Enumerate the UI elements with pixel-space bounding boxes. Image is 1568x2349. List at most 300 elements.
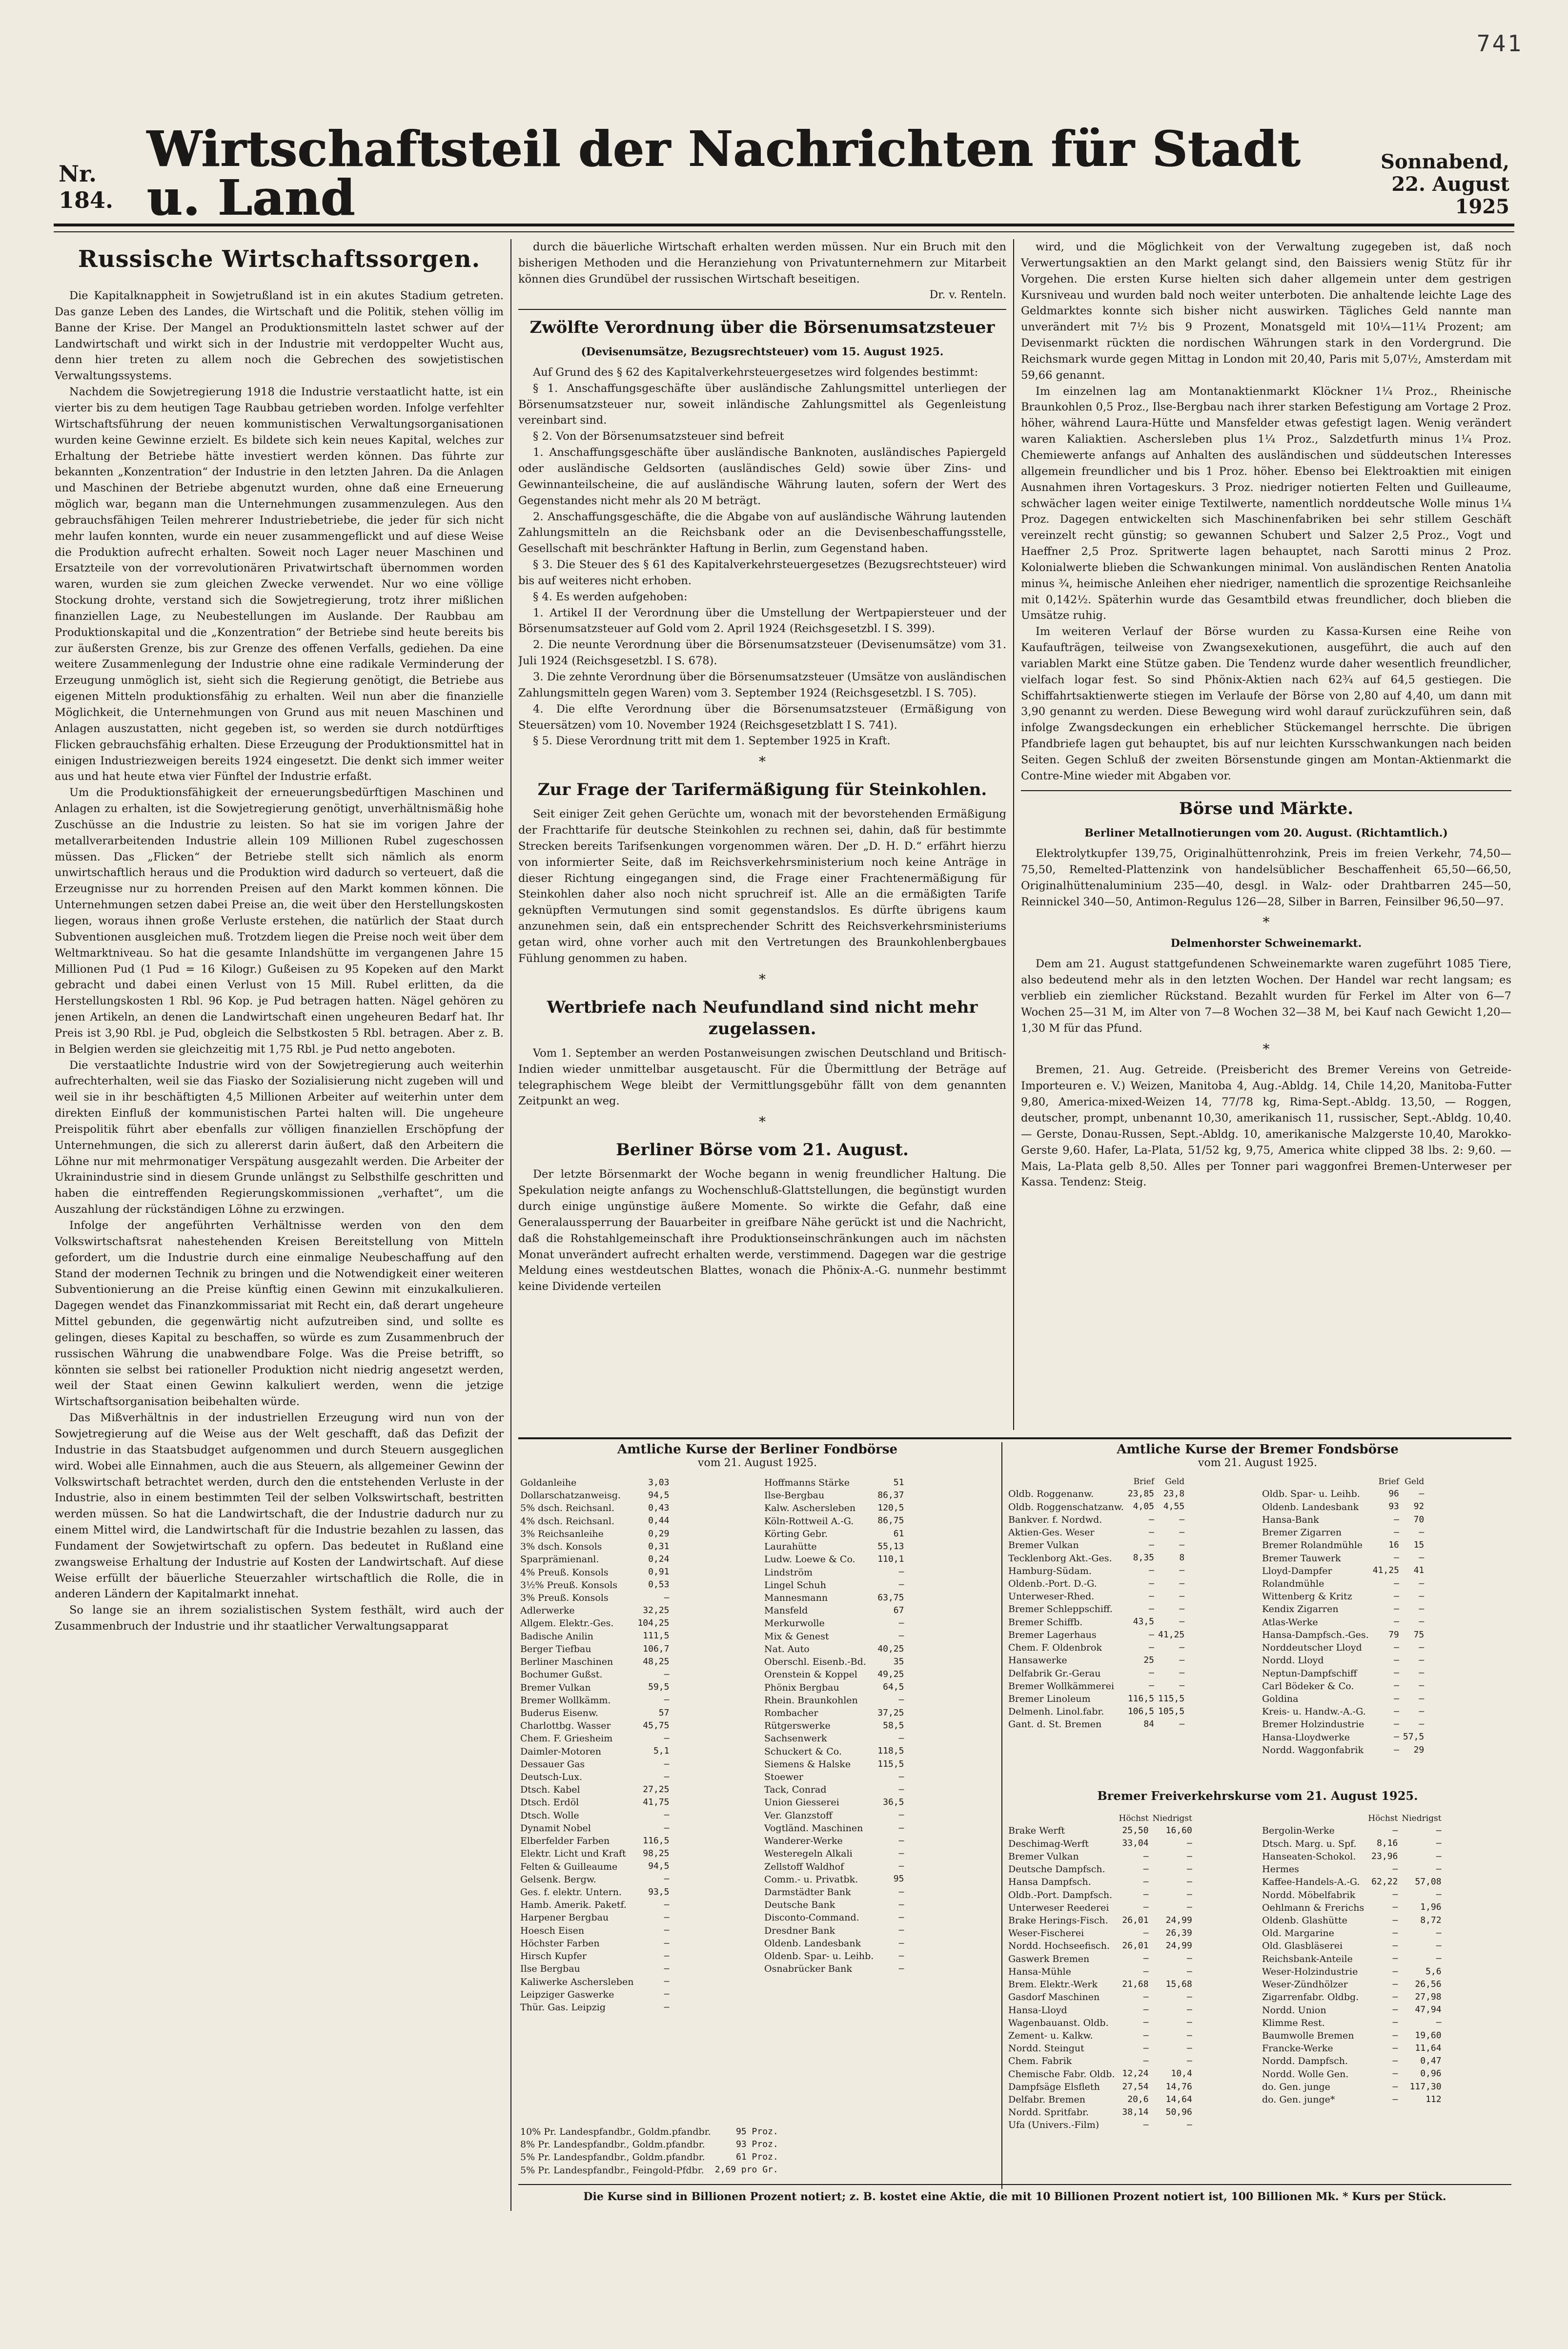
metal-notierungen-heading: Berliner Metallnotierungen vom 20. August. (Richtamtlich.) <box>1084 826 1448 839</box>
table-row <box>1006 1693 1186 1705</box>
price-value: — <box>1149 1514 1155 1525</box>
table-row <box>762 1528 906 1540</box>
security-name: Sachsenwerk <box>764 1733 827 1744</box>
column-1 <box>55 239 504 2211</box>
price-value: — <box>1143 1863 1149 1874</box>
security-name: Westeregeln Alkali <box>764 1848 853 1859</box>
table-row <box>762 1502 906 1514</box>
price-value: 15,68 <box>1165 1979 1192 1989</box>
price-value: — <box>1419 1719 1425 1730</box>
price-value: 93,5 <box>648 1886 670 1897</box>
price-value: — <box>1143 1927 1149 1938</box>
price-value: — <box>1394 1719 1399 1730</box>
price-value: — <box>1392 2030 1398 2041</box>
security-name: Delfabrik Gr.-Gerau <box>1008 1668 1101 1679</box>
security-name: Weser-Fischerei <box>1008 1928 1084 1939</box>
price-value: — <box>1394 1578 1399 1589</box>
price-value: — <box>1392 2094 1398 2104</box>
table-row <box>1260 1927 1444 1940</box>
price-value: — <box>1187 2043 1192 2053</box>
price-value: 94,5 <box>648 1490 670 1500</box>
price-value: — <box>1436 1940 1442 1951</box>
table-row <box>518 1950 671 1962</box>
price-value: 86,75 <box>877 1515 904 1526</box>
price-value: 36,5 <box>883 1797 904 1808</box>
price-value: — <box>1187 1902 1192 1913</box>
price-value: — <box>1394 1680 1399 1691</box>
table-row <box>1006 1577 1186 1590</box>
security-name: Höchster Farben <box>520 1938 600 1949</box>
table-row <box>1006 1838 1194 1850</box>
price-value: — <box>898 1848 904 1859</box>
table-row <box>518 1579 671 1592</box>
price-value: 118,5 <box>877 1746 904 1757</box>
masthead <box>59 120 1509 226</box>
price-value: — <box>1179 1578 1185 1589</box>
paragraph: durch die bäuerliche Wirtschaft erhalten werden müssen. Nur ein Bruch mit den bisherigen Methoden und die Heranziehung von Privatunternehmern zur Mitarbeit können dies Grundübel der russischen Wirtschaft beseitigen. <box>518 241 1006 286</box>
table-row <box>762 1719 906 1732</box>
issue-date-text: 22. August 1925 <box>1391 173 1509 218</box>
price-value: — <box>1394 1514 1399 1525</box>
security-name: Weser-Zündhölzer <box>1262 1979 1348 1990</box>
article-title-berliner-boerse: Berliner Börse vom 21. August. <box>616 1140 909 1160</box>
price-value: — <box>664 1669 670 1679</box>
security-name: Dresdner Bank <box>764 1925 835 1936</box>
security-name: Badische Anilin <box>520 1631 593 1642</box>
security-name: Oldenb. Glashütte <box>1262 1915 1347 1926</box>
paragraph: Elektrolytkupfer 139,75, Originalhüttenrohzink, Preis im freien Verkehr, 74,50—75,50, Remelted-Plattenzink von handelsüblicher Beschaffenheit 65,50—66,50, Originalhüttenaluminium 235—40, desgl. in Walz- oder Drahtbarren 245—50, Reinnickel 340—50, Antimon-Regulus 126—28, Silber in Barren, Feinsilber 96,50—97. <box>1021 847 1511 908</box>
price-value: — <box>1187 1838 1192 1849</box>
table-row <box>518 1719 671 1732</box>
table-row <box>1260 1914 1444 1927</box>
security-name: Brake Herings-Fisch. <box>1008 1915 1108 1926</box>
price-value: — <box>1392 1889 1398 1900</box>
price-value: — <box>1436 1838 1442 1849</box>
table-header-row <box>1006 1813 1194 1824</box>
price-value: — <box>1419 1642 1425 1653</box>
price-value: 94,5 <box>648 1861 670 1872</box>
price-value: 112 <box>1425 2094 1442 2104</box>
security-name: do. Gen. junge* <box>1262 2094 1335 2105</box>
security-name: 4% dsch. Reichsanl. <box>520 1515 614 1527</box>
security-name: Oldenb. Landesbank <box>1262 1501 1359 1512</box>
security-name: Goldina <box>1262 1693 1299 1704</box>
security-name: Bremer Vulkan <box>1008 1540 1079 1551</box>
price-value: 57,5 <box>1403 1732 1425 1742</box>
table-row <box>518 1886 671 1899</box>
price-value: — <box>1179 1668 1185 1678</box>
security-name: Hermes <box>1262 1864 1299 1875</box>
price-value: — <box>1187 2004 1192 2015</box>
price-value: — <box>1143 2043 1149 2053</box>
security-name: Ludw. Loewe & Co. <box>764 1554 855 1565</box>
price-value: — <box>664 1963 670 1974</box>
table-row <box>1006 2055 1194 2067</box>
price-value: — <box>1392 2043 1398 2053</box>
security-name: Nordd. Waggonfabrik <box>1262 1744 1364 1756</box>
price-value: 11,64 <box>1415 2043 1442 2053</box>
security-name: Bremer Schiffb. <box>1008 1616 1083 1628</box>
table-row <box>518 1771 671 1783</box>
price-value: — <box>1394 1655 1399 1665</box>
table-header-cell: Niedrigst <box>1402 1814 1442 1823</box>
security-name: Nordd. Lloyd <box>1262 1655 1324 1666</box>
table-row <box>1260 1680 1426 1693</box>
table-row <box>762 1540 906 1553</box>
security-name: Bremer Zigarren <box>1262 1527 1342 1538</box>
price-value: 0,43 <box>648 1503 670 1513</box>
security-name: Bremer Linoleum <box>1008 1693 1091 1704</box>
price-value: — <box>1436 1889 1442 1900</box>
table-row <box>1006 1654 1186 1667</box>
table-row <box>518 1860 671 1873</box>
price-value: 12,24 <box>1122 2068 1149 2079</box>
schweinemarkt-body <box>1021 956 1511 1036</box>
price-value: — <box>1394 1668 1399 1678</box>
table-row <box>1260 1731 1426 1744</box>
price-value: — <box>1419 1591 1425 1601</box>
security-name: Kendix Zigarren <box>1262 1604 1339 1615</box>
price-value: — <box>1143 1991 1149 2002</box>
price-value: 62,22 <box>1371 1877 1398 1887</box>
table-row <box>1260 2068 1444 2081</box>
paragraph: Vom 1. September an werden Postanweisungen zwischen Deutschland und Britisch-Indien wieder unmittelbar ausgetauscht. Für die Übermittlung der Beträge auf telegraphischem Wege bleibt der Vermittlungsgebühr fällt von dem genannten Zeitpunkt an weg. <box>518 1046 1006 1108</box>
price-value: 43,5 <box>1133 1616 1155 1627</box>
security-name: Baumwolle Bremen <box>1262 2030 1354 2041</box>
table-row <box>762 1745 906 1758</box>
table-row <box>518 1694 671 1707</box>
price-value: 8,16 <box>1376 1838 1398 1849</box>
table-header-cell: Brief <box>1133 1477 1155 1487</box>
table-row <box>1260 1978 1444 1991</box>
price-value: 27,54 <box>1122 2081 1149 2092</box>
table-row <box>1006 2017 1194 2029</box>
price-value: — <box>898 1631 904 1641</box>
separator-star: * <box>1263 914 1270 931</box>
issue-date <box>1353 151 1509 222</box>
price-value: — <box>1143 2017 1149 2028</box>
table-row <box>518 1566 671 1579</box>
price-value: — <box>1187 1851 1192 1861</box>
footnote-rule <box>518 2184 1511 2185</box>
price-value: — <box>664 1938 670 1948</box>
continued-text-boerse <box>1021 239 1511 784</box>
price-value: — <box>1392 1966 1398 1977</box>
price-value: — <box>898 1861 904 1872</box>
price-value: 70 <box>1413 1514 1425 1525</box>
price-value: — <box>664 1874 670 1884</box>
table-row <box>1260 1744 1426 1757</box>
security-name: Dollarschatzanweisg. <box>520 1490 621 1501</box>
price-value: — <box>1436 1863 1442 1874</box>
security-name: Stoewer <box>764 1772 803 1783</box>
price-value: — <box>1394 1693 1399 1704</box>
price-value: — <box>1179 1642 1185 1653</box>
security-name: Köln-Rottweil A.-G. <box>764 1515 854 1527</box>
table-row <box>1006 1901 1194 1914</box>
paragraph: Die Kapitalknappheit in Sowjetrußland ist in ein akutes Stadium getreten. Das ganze Leben des Landes, die Wirtschaft und die Politik, stehen völlig im Banne der Krise. Der Mangel an Produktionsmitteln lastet schwer auf der Landwirtschaft und wirkt sich in der Industrie mit verdoppelter Wucht aus, denn hier treten zu allem noch die Gebrechen des sowjetistischen Verwaltungssystems. <box>55 289 504 383</box>
price-value: — <box>664 1912 670 1923</box>
table-row <box>1260 1629 1426 1641</box>
table-row <box>518 1976 671 1988</box>
price-value: 16,60 <box>1165 1825 1192 1836</box>
table-header-cell: Brief <box>1378 1477 1399 1487</box>
berlin-table-left <box>518 1476 757 2014</box>
security-name: Nordd. Spritfabr. <box>1008 2107 1089 2118</box>
price-value: — <box>1187 2056 1192 2066</box>
price-value: — <box>1149 1604 1155 1614</box>
table-row <box>518 1502 671 1514</box>
price-value: 47,94 <box>1415 2004 1442 2015</box>
table-row <box>1006 2081 1194 2093</box>
security-name: Felten & Guilleaume <box>520 1861 618 1872</box>
price-value: — <box>664 1976 670 1987</box>
price-value: — <box>1392 2004 1398 2015</box>
table-header-row <box>1260 1476 1426 1488</box>
security-name: Nordd. Steingut <box>1008 2043 1084 2054</box>
price-value: — <box>664 1925 670 1936</box>
price-value: — <box>1419 1489 1425 1499</box>
price-value: — <box>664 1592 670 1603</box>
table-row <box>1260 1850 1444 1863</box>
price-value: 0,91 <box>648 1567 670 1577</box>
table-row <box>1260 1577 1426 1590</box>
security-name: Dtsch. Marg. u. Spf. <box>1262 1838 1357 1849</box>
price-value: — <box>898 1810 904 1820</box>
paragraph: Im weiteren Verlauf der Börse wurden zu Kassa-Kursen eine Reihe von Kaufaufträgen, teilweise von Zwangsexekutionen, ausgeführt, die auch auf den variablen Markt eine Stütze gaben. Die Tendenz wurde daher wesentlich freundlicher, vielfach logar fest. So sind Phönix-Aktien nach 62¾ auf 64,5 gestiegen. Die Schiffahrtsaktienwerte stiegen im Verlaufe der Börse von 2,80 auf 4,40, um dann mit 3,90 genannt zu werden. Diese Bewegung wird wohl darauf zurückzuführen sein, daß infolge Zwangsdeckungen ein erheblicher Stückemangel herrschte. Die übrigen Pfandbriefe lagen gut behauptet, bis auf nur leichten Kursschwankungen nach beiden Seiten. Gegen Schluß der zweiten Börsenstunde gingen am Montan-Aktienmarkt die Contre-Mine wieder mit Abgaben vor. <box>1021 625 1511 782</box>
security-name: Ver. Glanzstoff <box>764 1810 833 1821</box>
price-value: 115,5 <box>877 1758 904 1769</box>
author-signature: Dr. v. Renteln. <box>929 288 1006 301</box>
table-row <box>1260 2042 1444 2055</box>
price-value: 96 <box>1388 1489 1399 1499</box>
security-name: Merkurwolle <box>764 1618 825 1629</box>
price-value: — <box>664 1899 670 1910</box>
table-row <box>518 1540 671 1553</box>
price-value: — <box>1394 1552 1399 1563</box>
berlin-table-title: Amtliche Kurse der Berliner Fondbörse <box>617 1442 898 1457</box>
table-row <box>1260 1705 1426 1718</box>
paragraph: § 1. Anschaffungsgeschäfte über ausländische Zahlungsmittel unterliegen der Börsenumsatzsteuer nur, soweit inländische Zahlungsmittel als Gegenleistung vereinbart sind. <box>518 382 1006 427</box>
table-row <box>518 1707 671 1719</box>
price-value: — <box>1394 1527 1399 1537</box>
newspaper-title: Wirtschaftsteil der Nachrichten für Stadt u. Land <box>146 120 1301 226</box>
price-value: — <box>1419 1552 1425 1563</box>
table-row <box>762 1911 906 1924</box>
price-value: — <box>1143 1953 1149 1964</box>
separator-star: * <box>759 971 766 987</box>
security-name: Nordd. Union <box>1262 2004 1326 2016</box>
price-value: 117,30 <box>1409 2081 1442 2092</box>
price-value: — <box>1436 1851 1442 1861</box>
bremen-kurse-left <box>1006 1476 1186 1731</box>
table-row <box>762 1962 906 1975</box>
price-value: — <box>1392 1953 1398 1964</box>
table-row <box>762 1707 906 1719</box>
security-name: Bergolin-Werke <box>1262 1825 1335 1837</box>
security-name: Orenstein & Koppel <box>764 1669 857 1680</box>
table-row <box>518 2164 780 2177</box>
security-name: Harpener Bergbau <box>520 1912 609 1923</box>
price-value: 21,68 <box>1122 1979 1149 1989</box>
price-value: — <box>664 1822 670 1833</box>
paragraph: Dem am 21. August stattgefundenen Schweinemarkte waren zugeführt 1085 Tiere, also bedeutend mehr als in den letzten Wochen. Der Handel war recht langsam; es verblieb ein ziemlicher Rückstand. Bezahlt wurden für Ferkel im Alter von 6—7 Wochen 25—31 M, im Alter von 7—8 Wochen 32—38 M, bei Kauf nach Gewicht 1,20—1,30 M für das Pfund. <box>1021 958 1511 1035</box>
price-value: 2,69 pro Gr. <box>714 2165 778 2175</box>
security-name: Old. Glasbläserei <box>1262 1940 1343 1952</box>
price-value: 41,75 <box>643 1797 670 1808</box>
price-value: 111,5 <box>643 1631 670 1641</box>
price-value: — <box>1419 1668 1425 1678</box>
price-value: 106,5 <box>1127 1706 1155 1716</box>
table-row <box>1006 1876 1194 1888</box>
security-name: Nordd. Hochseefisch. <box>1008 1940 1110 1952</box>
table-row <box>1006 1680 1186 1693</box>
price-value: — <box>1179 1719 1185 1730</box>
table-row <box>1260 2081 1444 2093</box>
security-name: 3% dsch. Konsols <box>520 1541 602 1552</box>
price-value: — <box>1143 2120 1149 2130</box>
table-row <box>518 1515 671 1528</box>
table-row <box>518 1962 671 1975</box>
security-name: Bremer Rolandmühle <box>1262 1540 1363 1551</box>
security-name: 4% Preuß. Konsols <box>520 1567 609 1578</box>
paragraph: wird, und die Möglichkeit von der Verwaltung zugegeben ist, daß noch Verwertungsaktien an den Markt gelangt sind, den Baissiers wenig Stütz für ihr Vorgehen. Die ersten Kurse hielten sich daher allgemein unter dem gestrigen Kursniveau und wurden bald noch weiter unterboten. Die anhaltende leichte Lage des Geldmarktes konnte sich bisher nicht auswirken. Tägliches Geld nannte man unverändert mit 7½ bis 9 Prozent, Monatsgeld mit 10¼—11¼ Prozent; am Devisenmarkt rückten die nordischen Währungen stark in den Vordergrund. Die Reichsmark wurde gegen Mittag in London mit 20,40, Paris mit 5,07½, Amsterdam mit 59,66 genannt. <box>1021 241 1511 382</box>
price-value: — <box>1392 2068 1398 2079</box>
getreide-bericht-body <box>1021 1062 1511 1190</box>
security-name: Hansa-Mühle <box>1008 1966 1071 1977</box>
security-name: Hansa-Lloyd <box>1008 2004 1067 2016</box>
table-row <box>518 2125 780 2138</box>
column-rule-2 <box>1013 239 1014 1430</box>
price-value: 15 <box>1413 1540 1425 1551</box>
price-value: — <box>1419 1578 1425 1589</box>
price-value: 55,13 <box>877 1541 904 1552</box>
security-name: Elektr. Licht und Kraft <box>520 1848 626 1859</box>
price-value: — <box>1179 1680 1185 1691</box>
price-value: 26,56 <box>1415 1979 1442 1989</box>
security-name: 10% Pr. Landespfandbr., Goldm.pfandbr. <box>520 2126 711 2137</box>
price-value: 32,25 <box>643 1605 670 1615</box>
price-value: 38,14 <box>1122 2106 1149 2117</box>
security-name: Kaliwerke Aschersleben <box>520 1976 634 1987</box>
price-value: 37,25 <box>877 1707 904 1718</box>
price-value: 93 <box>1388 1501 1399 1512</box>
security-name: Oldenb. Landesbank <box>764 1938 861 1949</box>
berlin-kurse-right <box>762 1476 906 1976</box>
security-name: Chemische Fabr. Oldb. <box>1008 2068 1115 2080</box>
table-row <box>762 1950 906 1962</box>
price-value: — <box>1392 2056 1398 2066</box>
paragraph: Auf Grund des § 62 des Kapitalverkehrsteuergesetzes wird folgendes bestimmt: <box>533 366 978 379</box>
price-value: 8 <box>1179 1552 1185 1563</box>
price-value: — <box>1149 1527 1155 1537</box>
table-row <box>1006 1501 1186 1513</box>
price-value: 0,96 <box>1420 2068 1442 2079</box>
price-value: 14,64 <box>1165 2094 1192 2104</box>
masthead-rule <box>54 224 1514 232</box>
freiverkehr-kurse-left <box>1006 1813 1194 2132</box>
price-value: 93 Proz. <box>736 2139 778 2149</box>
security-name: Aktien-Ges. Weser <box>1008 1527 1095 1538</box>
security-name: Bremer Vulkan <box>520 1682 591 1693</box>
article-body-berliner-boerse <box>518 1166 1006 1295</box>
security-name: Dessauer Gas <box>520 1758 585 1770</box>
price-value: — <box>664 1758 670 1769</box>
security-name: Dtsch. Erdöl <box>520 1797 579 1808</box>
security-name: Nordd. Dampfsch. <box>1262 2056 1348 2067</box>
price-value: — <box>1179 1514 1185 1525</box>
table-row <box>518 1476 671 1489</box>
table-row <box>762 1937 906 1950</box>
price-value: — <box>1392 1940 1398 1951</box>
column-rule-1 <box>510 239 511 2211</box>
security-name: Wanderer-Werke <box>764 1836 843 1847</box>
security-name: Oldenb. Spar- u. Leihb. <box>764 1951 874 1962</box>
table-row <box>762 1873 906 1886</box>
schweinemarkt-heading: Delmenhorster Schweinemarkt. <box>1170 937 1362 950</box>
price-value: 0,31 <box>648 1541 670 1552</box>
table-row <box>1006 1940 1194 1952</box>
price-value: — <box>1394 1706 1399 1716</box>
price-value: 8,72 <box>1420 1915 1442 1925</box>
price-value: — <box>1187 1877 1192 1887</box>
price-value: 26,01 <box>1122 1915 1149 1925</box>
table-row <box>1006 1603 1186 1615</box>
table-row <box>518 1835 671 1847</box>
price-value: — <box>664 1733 670 1744</box>
security-name: Oldenb.-Port. D.-G. <box>1008 1578 1097 1589</box>
security-name: Neptun-Dampfschiff <box>1262 1668 1357 1679</box>
table-row <box>518 1745 671 1758</box>
berlin-table-right <box>762 1476 997 1976</box>
bremen-table-title: Amtliche Kurse der Bremer Fondsbörse <box>1117 1442 1399 1457</box>
security-name: Laurahütte <box>764 1541 817 1552</box>
table-row <box>1260 2029 1444 2042</box>
price-value: — <box>1394 1732 1399 1742</box>
price-value: — <box>898 1950 904 1961</box>
table-row <box>1260 1501 1426 1513</box>
paragraph: So lange sie an ihrem sozialistischen System festhält, wird auch der Zusammenbruch der Industrie und ihr staatlicher Verwaltungsapparat <box>55 1604 504 1633</box>
security-name: Oldb. Spar- u. Leihb. <box>1262 1489 1360 1500</box>
price-value: — <box>898 1886 904 1897</box>
freiverkehr-kurse-right <box>1260 1813 1444 2106</box>
security-name: Hoffmanns Stärke <box>764 1477 850 1488</box>
table-row <box>762 1847 906 1860</box>
price-value: — <box>898 1784 904 1795</box>
table-row <box>518 1681 671 1694</box>
paragraph: Infolge der angeführten Verhältnisse werden von den dem Volkswirtschaftsrat nahestehenden Kreisen Bereitstellung von Mitteln gefordert, um die Industrie durch eine einmalige Neubeschaffung auf den Stand der modernen Technik zu bringen und die Notwendigkeit einer weiteren Subventionierung an die Preise künftig einen Gewinn mit einzukalkulieren. Dagegen wendet das Finanzkommissariat mit Recht ein, daß derart ungeheure Mittel gebunden, die gegenwärtig nicht aufzutreiben sind, und sollte es gelingen, dieses Kapital zu beschaffen, so würde es zum Zusammenbruch der russischen Währung die unabwendbare Folge. Was die Preise betrifft, so könnten sie selbst bei rationeller Produktion nicht niedrig angesetzt werden, weil der Staat einen Gewinn kalkuliert werden, wenn die jetzige Wirtschaftsorganisation beibehalten würde. <box>55 1219 504 1409</box>
price-value: — <box>1143 1902 1149 1913</box>
price-value: — <box>1179 1616 1185 1627</box>
price-value: 57 <box>658 1707 670 1718</box>
table-row <box>518 1528 671 1540</box>
table-row <box>1006 1616 1186 1629</box>
price-value: 3,03 <box>648 1477 670 1488</box>
table-row <box>1006 2068 1194 2081</box>
security-name: Nordd. Möbelfabrik <box>1262 1889 1356 1900</box>
pfandbrief-table <box>518 2125 780 2177</box>
price-value: 10,4 <box>1171 2068 1192 2079</box>
price-value: 0,44 <box>648 1515 670 1526</box>
security-name: Buderus Eisenw. <box>520 1707 598 1718</box>
paragraph: Bremen, 21. Aug. Getreide. (Preisbericht des Bremer Vereins von Getreide-Importeuren e. V.) Weizen, Manitoba 4, Aug.-Abldg. 14, Chile 14,20, Manitoba-Futter 9,80, America-mixed-Weizen 14, 77/78 kg, Rima-Sept.-Abldg. 13,50, — Roggen, deutscher, prompt, unbenannt 10,30, amerikanisch 11, russischer, Sept.-Abldg. 10,40. — Gerste, Donau-Russen, Sept.-Abldg. 10, amerikanische Malzgerste 10,40, Marokko-Gerste 9,60. Hafer, La-Plata, 51/52 kg, 9,75, America white clipped 38 lbs. 2: 9,60. — Mais, La-Plata gelb 8,50. Alles per Tonner pari waggonfrei Bremen-Unterweser per Kassa. Tendenz: Steig. <box>1021 1063 1511 1189</box>
article-title-boersenumsatzsteuer: Zwölfte Verordnung über die Börsenumsatzsteuer <box>529 317 995 337</box>
security-name: Zigarrenfabr. Oldbg. <box>1262 1992 1359 2003</box>
table-row <box>762 1579 906 1592</box>
price-value: — <box>1149 1578 1155 1589</box>
security-name: Oldb. Roggenschatzanw. <box>1008 1501 1124 1512</box>
price-value: 116,5 <box>643 1835 670 1846</box>
